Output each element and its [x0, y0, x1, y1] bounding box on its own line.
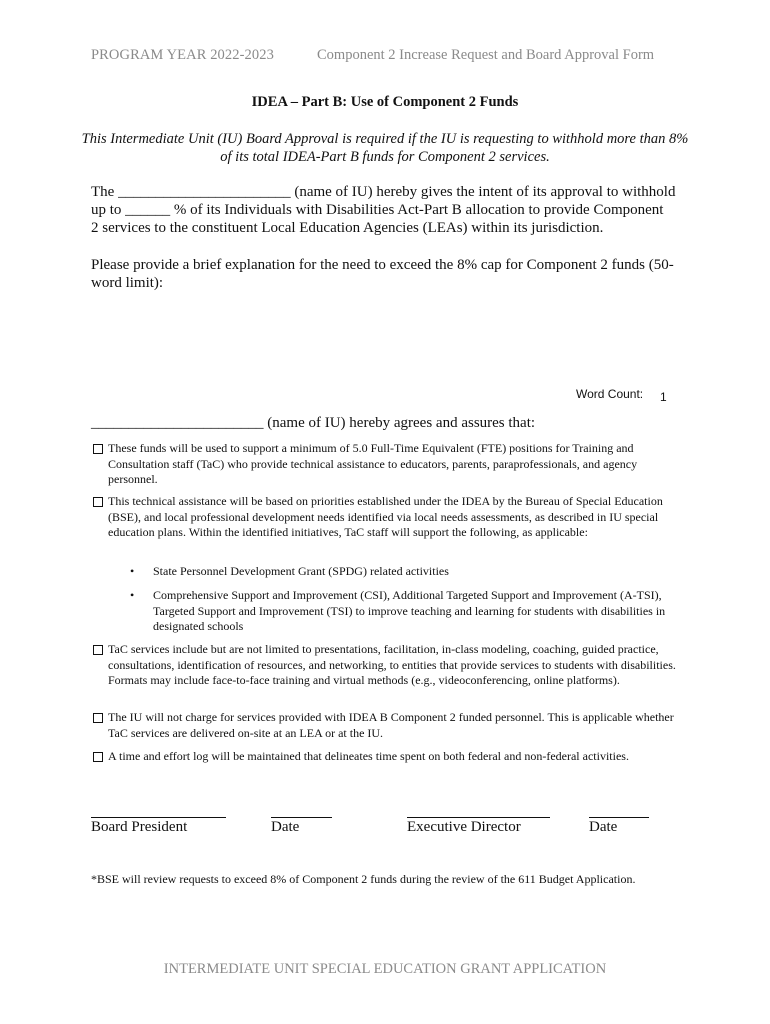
checkbox[interactable] — [93, 497, 103, 507]
bullet-item-text: State Personnel Development Grant (SPDG) related activities — [153, 564, 449, 578]
assurance-item-no-charge — [91, 710, 679, 741]
form-title-header: Component 2 Increase Request and Board Approval Form — [317, 47, 655, 63]
bullet-item-text: Comprehensive Support and Improvement (CSI), Additional Targeted Support and Improvement (A-TSI), Targeted Support and Improvement (TSI) to improve teaching and learning for students with disabilities in designated schools — [153, 588, 666, 633]
assurance-item-technical-assistance — [91, 494, 679, 541]
assurance-item-fte — [91, 441, 679, 488]
date-label-2: Date — [589, 819, 618, 835]
page-title: IDEA – Part B: Use of Component 2 Funds — [251, 94, 519, 110]
date-signature-line-1[interactable] — [271, 817, 332, 818]
assurance-item-tac-services — [91, 642, 679, 689]
board-president-label: Board President — [91, 819, 188, 835]
footnote: *BSE will review requests to exceed 8% of Component 2 funds during the review of the 611 Budget Application. — [91, 872, 636, 886]
bullet-icon: • — [130, 588, 135, 602]
assurance-statement: _______________________ (name of IU) hereby agrees and assures that: — [91, 415, 536, 431]
intro-line-1: The _______________________ (name of IU) hereby gives the intent of its approval to withhold — [91, 184, 676, 200]
executive-director-signature-line[interactable] — [407, 817, 550, 818]
executive-director-label: Executive Director — [407, 819, 521, 835]
assurance-item-text: These funds will be used to support a minimum of 5.0 Full-Time Equivalent (FTE) positions for Training and Consultation staff (TaC) who provide technical assistance to educators, parents, paraprofessionals, and agency personnel. — [108, 441, 638, 486]
date-signature-line-2[interactable] — [589, 817, 649, 818]
board-president-signature-line[interactable] — [91, 817, 226, 818]
word-count-value: 1 — [660, 390, 667, 404]
page-subtitle: This Intermediate Unit (IU) Board Approval is required if the IU is requesting to withhold more than 8% of its total IDEA-Part B funds for Component 2 services. — [81, 131, 689, 165]
checkbox[interactable] — [93, 752, 103, 762]
assurance-item-text: TaC services include but are not limited to presentations, facilitation, in-class modeling, coaching, guided practice, consultations, identification of resources, and networking, to entities that provide services to students with disabilities. Formats may include face-to-face training and virtual methods (e.g., videoconferencing, online platforms). — [108, 642, 676, 687]
explanation-prompt-line-1: Please provide a brief explanation for the need to exceed the 8% cap for Component 2 funds (50- — [91, 257, 674, 273]
program-year-header: PROGRAM YEAR 2022-2023 — [91, 47, 274, 63]
assurance-item-text: A time and effort log will be maintained that delineates time spent on both federal and non-federal activities. — [108, 749, 629, 763]
explanation-prompt-line-2: word limit): — [91, 275, 164, 291]
checkbox[interactable] — [93, 444, 103, 454]
date-label-1: Date — [271, 819, 300, 835]
assurance-item-text: This technical assistance will be based on priorities established under the IDEA by the Bureau of Special Education (BSE), and local professional development needs identified via local needs assessments, as described in IU special education plans. Within the identified initiatives, TaC staff will support the following, as applicable: — [108, 494, 663, 539]
checkbox[interactable] — [93, 713, 103, 723]
assurance-item-text: The IU will not charge for services provided with IDEA B Component 2 funded personnel. This is applicable whether TaC services are delivered on-site at an LEA or at the IU. — [108, 710, 674, 740]
bullet-icon: • — [130, 564, 135, 578]
checkbox[interactable] — [93, 645, 103, 655]
intro-line-3: 2 services to the constituent Local Education Agencies (LEAs) within its jurisdiction. — [91, 220, 604, 236]
intro-line-2: up to ______ % of its Individuals with Disabilities Act-Part B allocation to provide Component — [91, 202, 664, 218]
word-count-label: Word Count: — [576, 387, 644, 401]
assurance-item-time-log — [91, 749, 679, 765]
page-footer: INTERMEDIATE UNIT SPECIAL EDUCATION GRANT APPLICATION — [163, 961, 607, 977]
explanation-field[interactable] — [91, 296, 681, 380]
